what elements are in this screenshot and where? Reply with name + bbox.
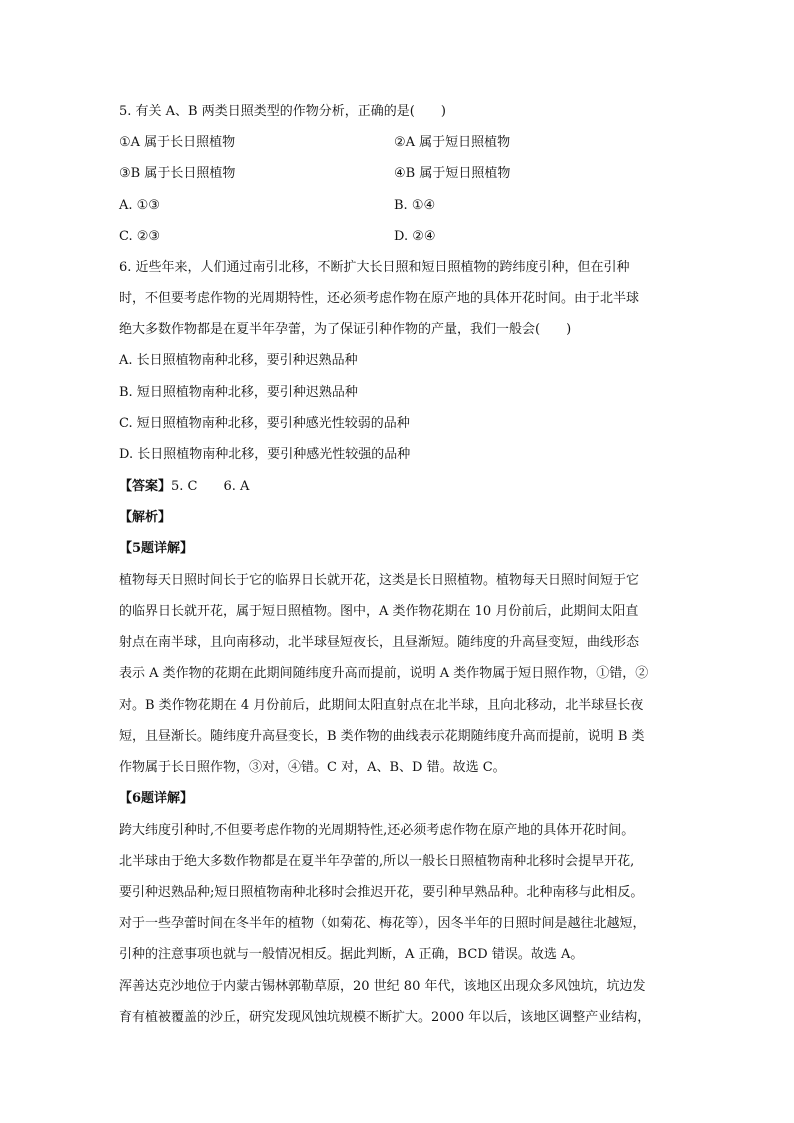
detail6-line: 北半球由于绝大多数作物都是在夏半年孕蕾的,所以一般长日照植物南种北移时会提早开花, [119,854,635,869]
q5-choice-d: D. ②④ [394,229,436,244]
passage-line: 浑善达克沙地位于内蒙古锡林郭勒草原，20 世纪 80 年代，该地区出现众多风蚀坑，坑边发 [119,979,646,994]
q5-statement-3: ③B 属于长日照植物 [119,166,236,181]
q5-choice-a: A. ①③ [119,198,160,213]
q6-choice-c: C. 短日照植物南种北移，要引种感光性较弱的品种 [119,416,410,431]
q5-choice-b: B. ①④ [394,198,436,213]
detail6-line: 要引种迟熟品种;短日照植物南种北移时会推迟开花，要引种早熟品种。北种南移与此相反。 [119,885,644,900]
detail5-label: 【5题详解】 [119,541,194,556]
q5-statement-1: ①A 属于长日照植物 [119,135,236,150]
detail6-line: 跨大纬度引种时,不但要考虑作物的光周期特性,还必须考虑作物在原产地的具体开花时间。 [119,823,635,838]
q5-statement-2: ②A 属于短日照植物 [394,135,511,150]
answer-text: 5. C 6. A [171,479,250,494]
q5-stem: 5. 有关 A、B 两类日照类型的作物分析，正确的是( ) [119,104,446,119]
q5-choice-c: C. ②③ [119,229,161,244]
detail6-line: 对于一些孕蕾时间在冬半年的植物（如菊花、梅花等），因冬半年的日照时间是越往北越短， [119,916,646,931]
detail5-line: 作物属于长日照作物，③对，④错。C 对，A、B、D 错。故选 C。 [119,760,506,775]
answer-label: 【答案】 [119,479,172,494]
q5-statement-4: ④B 属于短日照植物 [394,166,511,181]
detail5-line: 射点在南半球，且向南移动，北半球昼短夜长，且昼渐短。随纬度的升高昼变短，曲线形态 [119,635,640,650]
q6-choice-a: A. 长日照植物南种北移，要引种迟熟品种 [119,353,358,368]
passage-line: 育有植被覆盖的沙丘，研究发现风蚀坑规模不断扩大。2000 年以后，该地区调整产业结构， [119,1010,651,1025]
q6-stem-line-1: 6. 近些年来，人们通过南引北移，不断扩大长日照和短日照植物的跨纬度引种，但在引种 [119,260,630,275]
q6-choice-b: B. 短日照植物南种北移，要引种迟熟品种 [119,385,358,400]
detail5-line: 的临界日长就开花，属于短日照植物。图中，A 类作物花期在 10 月份前后，此期间太阳直 [119,604,639,619]
detail5-line: 表示 A 类作物的花期在此期间随纬度升高而提前，说明 A 类作物属于短日照作物，①错，② [119,666,649,681]
q6-stem-line-3: 绝大多数作物都是在夏半年孕蕾，为了保证引种作物的产量，我们一般会( ) [119,322,572,337]
detail5-line: 短，且昼渐长。随纬度升高昼变长，B 类作物的曲线表示花期随纬度升高而提前，说明 B 类 [119,729,645,744]
analysis-label: 【解析】 [119,510,172,525]
detail5-line: 植物每天日照时间长于它的临界日长就开花，这类是长日照植物。植物每天日照时间短于它 [119,573,640,588]
detail6-label: 【6题详解】 [119,791,194,806]
detail5-line: 对。B 类作物花期在 4 月份前后，此期间太阳直射点在北半球，且向北移动，北半球昼长夜 [119,698,644,713]
q6-stem-line-2: 时，不但要考虑作物的光周期特性，还必须考虑作物在原产地的具体开花时间。由于北半球 [119,291,640,306]
answer-row [119,478,249,496]
detail6-line: 引种的注意事项也就与一般情况相反。据此判断，A 正确，BCD 错误。故选 A。 [119,947,584,962]
q6-choice-d: D. 长日照植物南种北移，要引种感光性较强的品种 [119,447,411,462]
